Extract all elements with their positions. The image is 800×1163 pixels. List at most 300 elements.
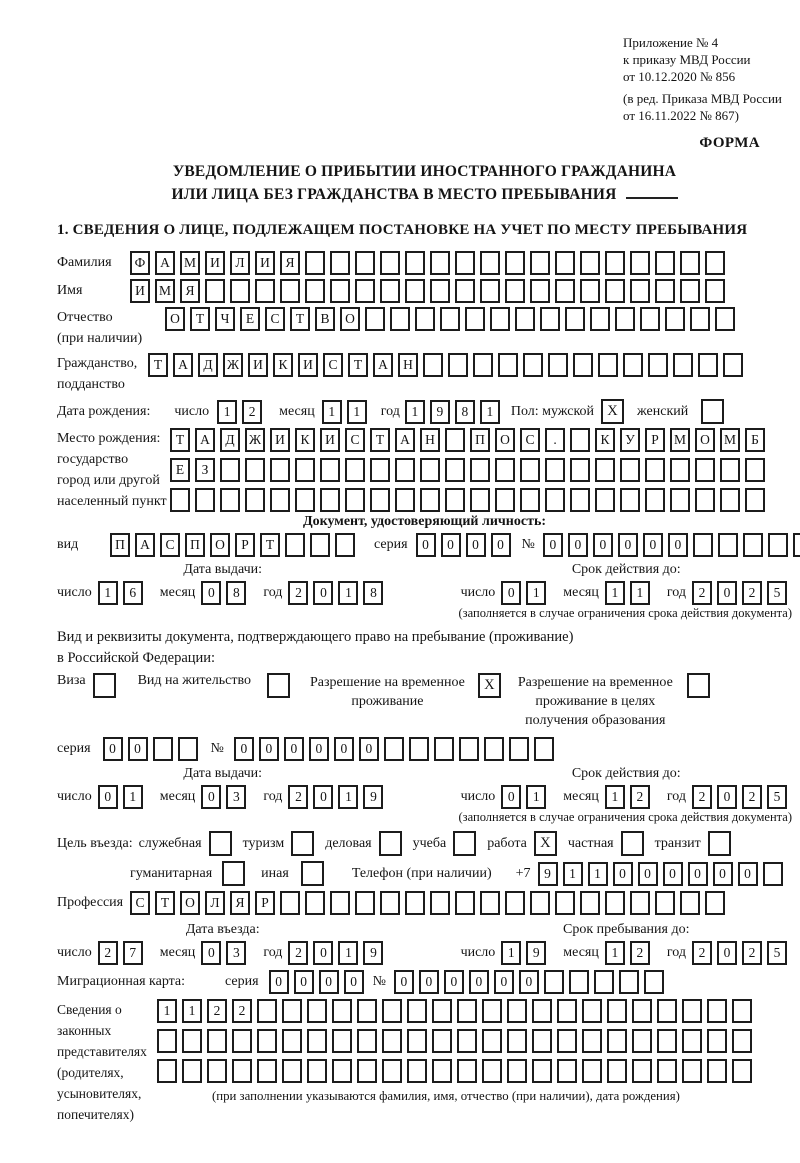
char-box[interactable]: 2: [692, 785, 712, 809]
char-box[interactable]: [570, 458, 590, 482]
char-box[interactable]: 8: [363, 581, 383, 605]
char-box[interactable]: 1: [338, 941, 358, 965]
char-box[interactable]: 7: [123, 941, 143, 965]
char-box[interactable]: [530, 251, 550, 275]
char-box[interactable]: 9: [526, 941, 546, 965]
char-box[interactable]: [407, 1059, 427, 1083]
char-box[interactable]: [544, 970, 564, 994]
char-box[interactable]: С: [345, 428, 365, 452]
char-box[interactable]: 2: [742, 785, 762, 809]
residence-permit-checkbox[interactable]: [267, 673, 290, 698]
char-box[interactable]: [455, 279, 475, 303]
char-box[interactable]: [407, 1029, 427, 1053]
char-box[interactable]: [580, 251, 600, 275]
char-box[interactable]: [310, 533, 330, 557]
purpose-study-checkbox[interactable]: [453, 831, 476, 856]
char-box[interactable]: [632, 1029, 652, 1053]
sex-female-checkbox[interactable]: [701, 399, 724, 424]
char-box[interactable]: [257, 1059, 277, 1083]
char-box[interactable]: [507, 1059, 527, 1083]
char-box[interactable]: М: [155, 279, 175, 303]
char-box[interactable]: [157, 1059, 177, 1083]
char-box[interactable]: [257, 999, 277, 1023]
char-box[interactable]: [515, 307, 535, 331]
char-box[interactable]: [405, 251, 425, 275]
char-box[interactable]: [409, 737, 429, 761]
char-box[interactable]: [570, 488, 590, 512]
char-box[interactable]: И: [130, 279, 150, 303]
char-box[interactable]: [530, 279, 550, 303]
char-box[interactable]: [330, 279, 350, 303]
char-box[interactable]: К: [273, 353, 293, 377]
char-box[interactable]: 0: [613, 862, 633, 886]
char-box[interactable]: 1: [630, 581, 650, 605]
char-box[interactable]: [270, 488, 290, 512]
char-box[interactable]: .: [545, 428, 565, 452]
char-box[interactable]: [548, 353, 568, 377]
char-box[interactable]: [565, 307, 585, 331]
char-box[interactable]: [407, 999, 427, 1023]
char-box[interactable]: [705, 251, 725, 275]
char-box[interactable]: [598, 353, 618, 377]
char-box[interactable]: [695, 458, 715, 482]
char-box[interactable]: [382, 999, 402, 1023]
char-box[interactable]: [718, 533, 738, 557]
char-box[interactable]: [632, 999, 652, 1023]
char-box[interactable]: Д: [220, 428, 240, 452]
purpose-humanitarian-checkbox[interactable]: [222, 861, 245, 886]
char-box[interactable]: [305, 279, 325, 303]
edu-residence-permit-checkbox[interactable]: [687, 673, 710, 698]
char-box[interactable]: М: [670, 428, 690, 452]
char-box[interactable]: О: [340, 307, 360, 331]
char-box[interactable]: [220, 488, 240, 512]
char-box[interactable]: [282, 999, 302, 1023]
char-box[interactable]: [665, 307, 685, 331]
char-box[interactable]: [384, 737, 404, 761]
purpose-transit-checkbox[interactable]: [708, 831, 731, 856]
char-box[interactable]: 9: [363, 785, 383, 809]
char-box[interactable]: [182, 1029, 202, 1053]
char-box[interactable]: 8: [455, 400, 475, 424]
char-box[interactable]: [380, 891, 400, 915]
char-box[interactable]: [698, 353, 718, 377]
purpose-private-checkbox[interactable]: [621, 831, 644, 856]
char-box[interactable]: [480, 891, 500, 915]
char-box[interactable]: 1: [526, 581, 546, 605]
char-box[interactable]: [505, 891, 525, 915]
char-box[interactable]: [645, 488, 665, 512]
char-box[interactable]: [657, 1029, 677, 1053]
char-box[interactable]: Я: [280, 251, 300, 275]
char-box[interactable]: [557, 999, 577, 1023]
char-box[interactable]: 1: [480, 400, 500, 424]
char-box[interactable]: [509, 737, 529, 761]
char-box[interactable]: 6: [123, 581, 143, 605]
char-box[interactable]: [768, 533, 788, 557]
char-box[interactable]: И: [320, 428, 340, 452]
char-box[interactable]: [459, 737, 479, 761]
char-box[interactable]: [640, 307, 660, 331]
char-box[interactable]: [332, 1059, 352, 1083]
char-box[interactable]: 2: [692, 941, 712, 965]
char-box[interactable]: О: [695, 428, 715, 452]
char-box[interactable]: [470, 488, 490, 512]
char-box[interactable]: И: [270, 428, 290, 452]
char-box[interactable]: 0: [319, 970, 339, 994]
char-box[interactable]: 0: [717, 941, 737, 965]
char-box[interactable]: 0: [717, 581, 737, 605]
char-box[interactable]: [630, 279, 650, 303]
char-box[interactable]: [357, 1059, 377, 1083]
char-box[interactable]: [207, 1029, 227, 1053]
char-box[interactable]: 0: [334, 737, 354, 761]
char-box[interactable]: 0: [441, 533, 461, 557]
char-box[interactable]: [605, 251, 625, 275]
char-box[interactable]: Ч: [215, 307, 235, 331]
char-box[interactable]: К: [595, 428, 615, 452]
char-box[interactable]: [357, 1029, 377, 1053]
char-box[interactable]: [507, 1029, 527, 1053]
char-box[interactable]: [745, 488, 765, 512]
char-box[interactable]: [520, 488, 540, 512]
char-box[interactable]: [465, 307, 485, 331]
char-box[interactable]: [673, 353, 693, 377]
char-box[interactable]: [430, 251, 450, 275]
char-box[interactable]: 1: [217, 400, 237, 424]
char-box[interactable]: Д: [198, 353, 218, 377]
char-box[interactable]: [305, 891, 325, 915]
char-box[interactable]: 0: [593, 533, 613, 557]
char-box[interactable]: [657, 1059, 677, 1083]
char-box[interactable]: Я: [230, 891, 250, 915]
char-box[interactable]: П: [110, 533, 130, 557]
char-box[interactable]: 1: [605, 581, 625, 605]
char-box[interactable]: [170, 488, 190, 512]
char-box[interactable]: [232, 1059, 252, 1083]
char-box[interactable]: [555, 279, 575, 303]
char-box[interactable]: П: [185, 533, 205, 557]
char-box[interactable]: [555, 891, 575, 915]
char-box[interactable]: [432, 1059, 452, 1083]
char-box[interactable]: [320, 488, 340, 512]
char-box[interactable]: [270, 458, 290, 482]
char-box[interactable]: [707, 1059, 727, 1083]
char-box[interactable]: [345, 458, 365, 482]
char-box[interactable]: [178, 737, 198, 761]
char-box[interactable]: П: [470, 428, 490, 452]
char-box[interactable]: [490, 307, 510, 331]
char-box[interactable]: [405, 891, 425, 915]
char-box[interactable]: И: [255, 251, 275, 275]
char-box[interactable]: 0: [234, 737, 254, 761]
char-box[interactable]: [532, 1059, 552, 1083]
char-box[interactable]: [295, 488, 315, 512]
char-box[interactable]: И: [248, 353, 268, 377]
char-box[interactable]: 0: [519, 970, 539, 994]
char-box[interactable]: [245, 458, 265, 482]
char-box[interactable]: 0: [568, 533, 588, 557]
char-box[interactable]: А: [155, 251, 175, 275]
char-box[interactable]: [395, 488, 415, 512]
char-box[interactable]: [645, 458, 665, 482]
char-box[interactable]: В: [315, 307, 335, 331]
char-box[interactable]: 1: [347, 400, 367, 424]
char-box[interactable]: Т: [190, 307, 210, 331]
char-box[interactable]: [745, 458, 765, 482]
char-box[interactable]: 0: [501, 581, 521, 605]
char-box[interactable]: [605, 891, 625, 915]
char-box[interactable]: [582, 999, 602, 1023]
purpose-official-checkbox[interactable]: [209, 831, 232, 856]
char-box[interactable]: С: [130, 891, 150, 915]
char-box[interactable]: 5: [767, 785, 787, 809]
char-box[interactable]: [390, 307, 410, 331]
char-box[interactable]: 2: [242, 400, 262, 424]
char-box[interactable]: [557, 1059, 577, 1083]
char-box[interactable]: [707, 999, 727, 1023]
char-box[interactable]: [532, 999, 552, 1023]
char-box[interactable]: 5: [767, 581, 787, 605]
char-box[interactable]: [482, 1059, 502, 1083]
char-box[interactable]: [580, 891, 600, 915]
char-box[interactable]: Т: [155, 891, 175, 915]
char-box[interactable]: 8: [226, 581, 246, 605]
char-box[interactable]: [623, 353, 643, 377]
char-box[interactable]: [405, 279, 425, 303]
char-box[interactable]: [480, 251, 500, 275]
char-box[interactable]: [423, 353, 443, 377]
char-box[interactable]: [507, 999, 527, 1023]
char-box[interactable]: 3: [226, 941, 246, 965]
char-box[interactable]: [682, 999, 702, 1023]
char-box[interactable]: [420, 458, 440, 482]
char-box[interactable]: 0: [738, 862, 758, 886]
char-box[interactable]: 0: [201, 941, 221, 965]
char-box[interactable]: 2: [288, 581, 308, 605]
char-box[interactable]: [332, 1029, 352, 1053]
char-box[interactable]: 0: [501, 785, 521, 809]
char-box[interactable]: [457, 999, 477, 1023]
char-box[interactable]: 2: [692, 581, 712, 605]
char-box[interactable]: [705, 279, 725, 303]
char-box[interactable]: 0: [688, 862, 708, 886]
char-box[interactable]: 5: [767, 941, 787, 965]
char-box[interactable]: [280, 279, 300, 303]
char-box[interactable]: 1: [123, 785, 143, 809]
char-box[interactable]: [705, 891, 725, 915]
char-box[interactable]: Л: [205, 891, 225, 915]
char-box[interactable]: [370, 458, 390, 482]
char-box[interactable]: [630, 251, 650, 275]
char-box[interactable]: [430, 891, 450, 915]
char-box[interactable]: [594, 970, 614, 994]
char-box[interactable]: [520, 458, 540, 482]
char-box[interactable]: 2: [630, 785, 650, 809]
char-box[interactable]: [505, 251, 525, 275]
char-box[interactable]: Н: [420, 428, 440, 452]
char-box[interactable]: [619, 970, 639, 994]
char-box[interactable]: [153, 737, 173, 761]
char-box[interactable]: [285, 533, 305, 557]
char-box[interactable]: 0: [201, 785, 221, 809]
temp-residence-permit-checkbox[interactable]: X: [478, 673, 501, 698]
purpose-other-checkbox[interactable]: [301, 861, 324, 886]
char-box[interactable]: [195, 488, 215, 512]
char-box[interactable]: А: [135, 533, 155, 557]
char-box[interactable]: [582, 1029, 602, 1053]
char-box[interactable]: Б: [745, 428, 765, 452]
char-box[interactable]: [680, 891, 700, 915]
char-box[interactable]: [330, 891, 350, 915]
char-box[interactable]: 2: [742, 581, 762, 605]
char-box[interactable]: [415, 307, 435, 331]
char-box[interactable]: [380, 279, 400, 303]
char-box[interactable]: [690, 307, 710, 331]
char-box[interactable]: 0: [313, 785, 333, 809]
char-box[interactable]: [569, 970, 589, 994]
char-box[interactable]: [182, 1059, 202, 1083]
char-box[interactable]: [470, 458, 490, 482]
char-box[interactable]: 0: [416, 533, 436, 557]
char-box[interactable]: 0: [419, 970, 439, 994]
char-box[interactable]: 0: [269, 970, 289, 994]
char-box[interactable]: 1: [563, 862, 583, 886]
char-box[interactable]: Ж: [223, 353, 243, 377]
char-box[interactable]: [473, 353, 493, 377]
char-box[interactable]: [655, 279, 675, 303]
char-box[interactable]: [230, 279, 250, 303]
char-box[interactable]: 0: [643, 533, 663, 557]
char-box[interactable]: 0: [128, 737, 148, 761]
char-box[interactable]: [670, 488, 690, 512]
char-box[interactable]: [420, 488, 440, 512]
char-box[interactable]: [495, 488, 515, 512]
char-box[interactable]: [448, 353, 468, 377]
char-box[interactable]: 0: [713, 862, 733, 886]
char-box[interactable]: 0: [344, 970, 364, 994]
char-box[interactable]: [793, 533, 800, 557]
char-box[interactable]: [330, 251, 350, 275]
char-box[interactable]: [445, 428, 465, 452]
char-box[interactable]: [620, 488, 640, 512]
char-box[interactable]: 1: [338, 785, 358, 809]
char-box[interactable]: [570, 428, 590, 452]
char-box[interactable]: [205, 279, 225, 303]
char-box[interactable]: 1: [526, 785, 546, 809]
char-box[interactable]: [307, 999, 327, 1023]
char-box[interactable]: Р: [255, 891, 275, 915]
char-box[interactable]: [335, 533, 355, 557]
char-box[interactable]: 1: [157, 999, 177, 1023]
char-box[interactable]: [370, 488, 390, 512]
char-box[interactable]: [432, 999, 452, 1023]
char-box[interactable]: Т: [290, 307, 310, 331]
char-box[interactable]: [607, 999, 627, 1023]
char-box[interactable]: 0: [444, 970, 464, 994]
char-box[interactable]: 0: [543, 533, 563, 557]
char-box[interactable]: Е: [240, 307, 260, 331]
char-box[interactable]: И: [298, 353, 318, 377]
char-box[interactable]: 3: [226, 785, 246, 809]
char-box[interactable]: 2: [207, 999, 227, 1023]
char-box[interactable]: [682, 1029, 702, 1053]
char-box[interactable]: [382, 1029, 402, 1053]
char-box[interactable]: [763, 862, 783, 886]
char-box[interactable]: [382, 1059, 402, 1083]
char-box[interactable]: [255, 279, 275, 303]
char-box[interactable]: 2: [98, 941, 118, 965]
char-box[interactable]: З: [195, 458, 215, 482]
char-box[interactable]: [695, 488, 715, 512]
char-box[interactable]: О: [495, 428, 515, 452]
char-box[interactable]: 2: [288, 785, 308, 809]
char-box[interactable]: [732, 999, 752, 1023]
char-box[interactable]: 1: [405, 400, 425, 424]
char-box[interactable]: М: [180, 251, 200, 275]
char-box[interactable]: [693, 533, 713, 557]
char-box[interactable]: [457, 1029, 477, 1053]
char-box[interactable]: [257, 1029, 277, 1053]
char-box[interactable]: [282, 1029, 302, 1053]
char-box[interactable]: С: [520, 428, 540, 452]
purpose-work-checkbox[interactable]: X: [534, 831, 557, 856]
purpose-tourism-checkbox[interactable]: [291, 831, 314, 856]
char-box[interactable]: [630, 891, 650, 915]
char-box[interactable]: 0: [359, 737, 379, 761]
char-box[interactable]: [655, 891, 675, 915]
char-box[interactable]: [632, 1059, 652, 1083]
char-box[interactable]: [505, 279, 525, 303]
char-box[interactable]: Т: [370, 428, 390, 452]
char-box[interactable]: Р: [645, 428, 665, 452]
char-box[interactable]: Т: [170, 428, 190, 452]
char-box[interactable]: А: [395, 428, 415, 452]
char-box[interactable]: 2: [232, 999, 252, 1023]
char-box[interactable]: А: [173, 353, 193, 377]
char-box[interactable]: О: [165, 307, 185, 331]
char-box[interactable]: [732, 1029, 752, 1053]
char-box[interactable]: [720, 458, 740, 482]
char-box[interactable]: [245, 488, 265, 512]
char-box[interactable]: [540, 307, 560, 331]
char-box[interactable]: 1: [501, 941, 521, 965]
char-box[interactable]: [434, 737, 454, 761]
char-box[interactable]: 1: [338, 581, 358, 605]
char-box[interactable]: [482, 999, 502, 1023]
char-box[interactable]: Л: [230, 251, 250, 275]
char-box[interactable]: [305, 251, 325, 275]
char-box[interactable]: 0: [469, 970, 489, 994]
char-box[interactable]: [720, 488, 740, 512]
char-box[interactable]: [545, 488, 565, 512]
char-box[interactable]: 0: [103, 737, 123, 761]
char-box[interactable]: [355, 891, 375, 915]
char-box[interactable]: [607, 1029, 627, 1053]
char-box[interactable]: [595, 488, 615, 512]
char-box[interactable]: [534, 737, 554, 761]
sex-male-checkbox[interactable]: X: [601, 399, 624, 424]
char-box[interactable]: [595, 458, 615, 482]
char-box[interactable]: [607, 1059, 627, 1083]
char-box[interactable]: 0: [491, 533, 511, 557]
char-box[interactable]: [432, 1029, 452, 1053]
char-box[interactable]: К: [295, 428, 315, 452]
char-box[interactable]: [680, 279, 700, 303]
char-box[interactable]: [555, 251, 575, 275]
char-box[interactable]: [532, 1029, 552, 1053]
char-box[interactable]: 9: [538, 862, 558, 886]
